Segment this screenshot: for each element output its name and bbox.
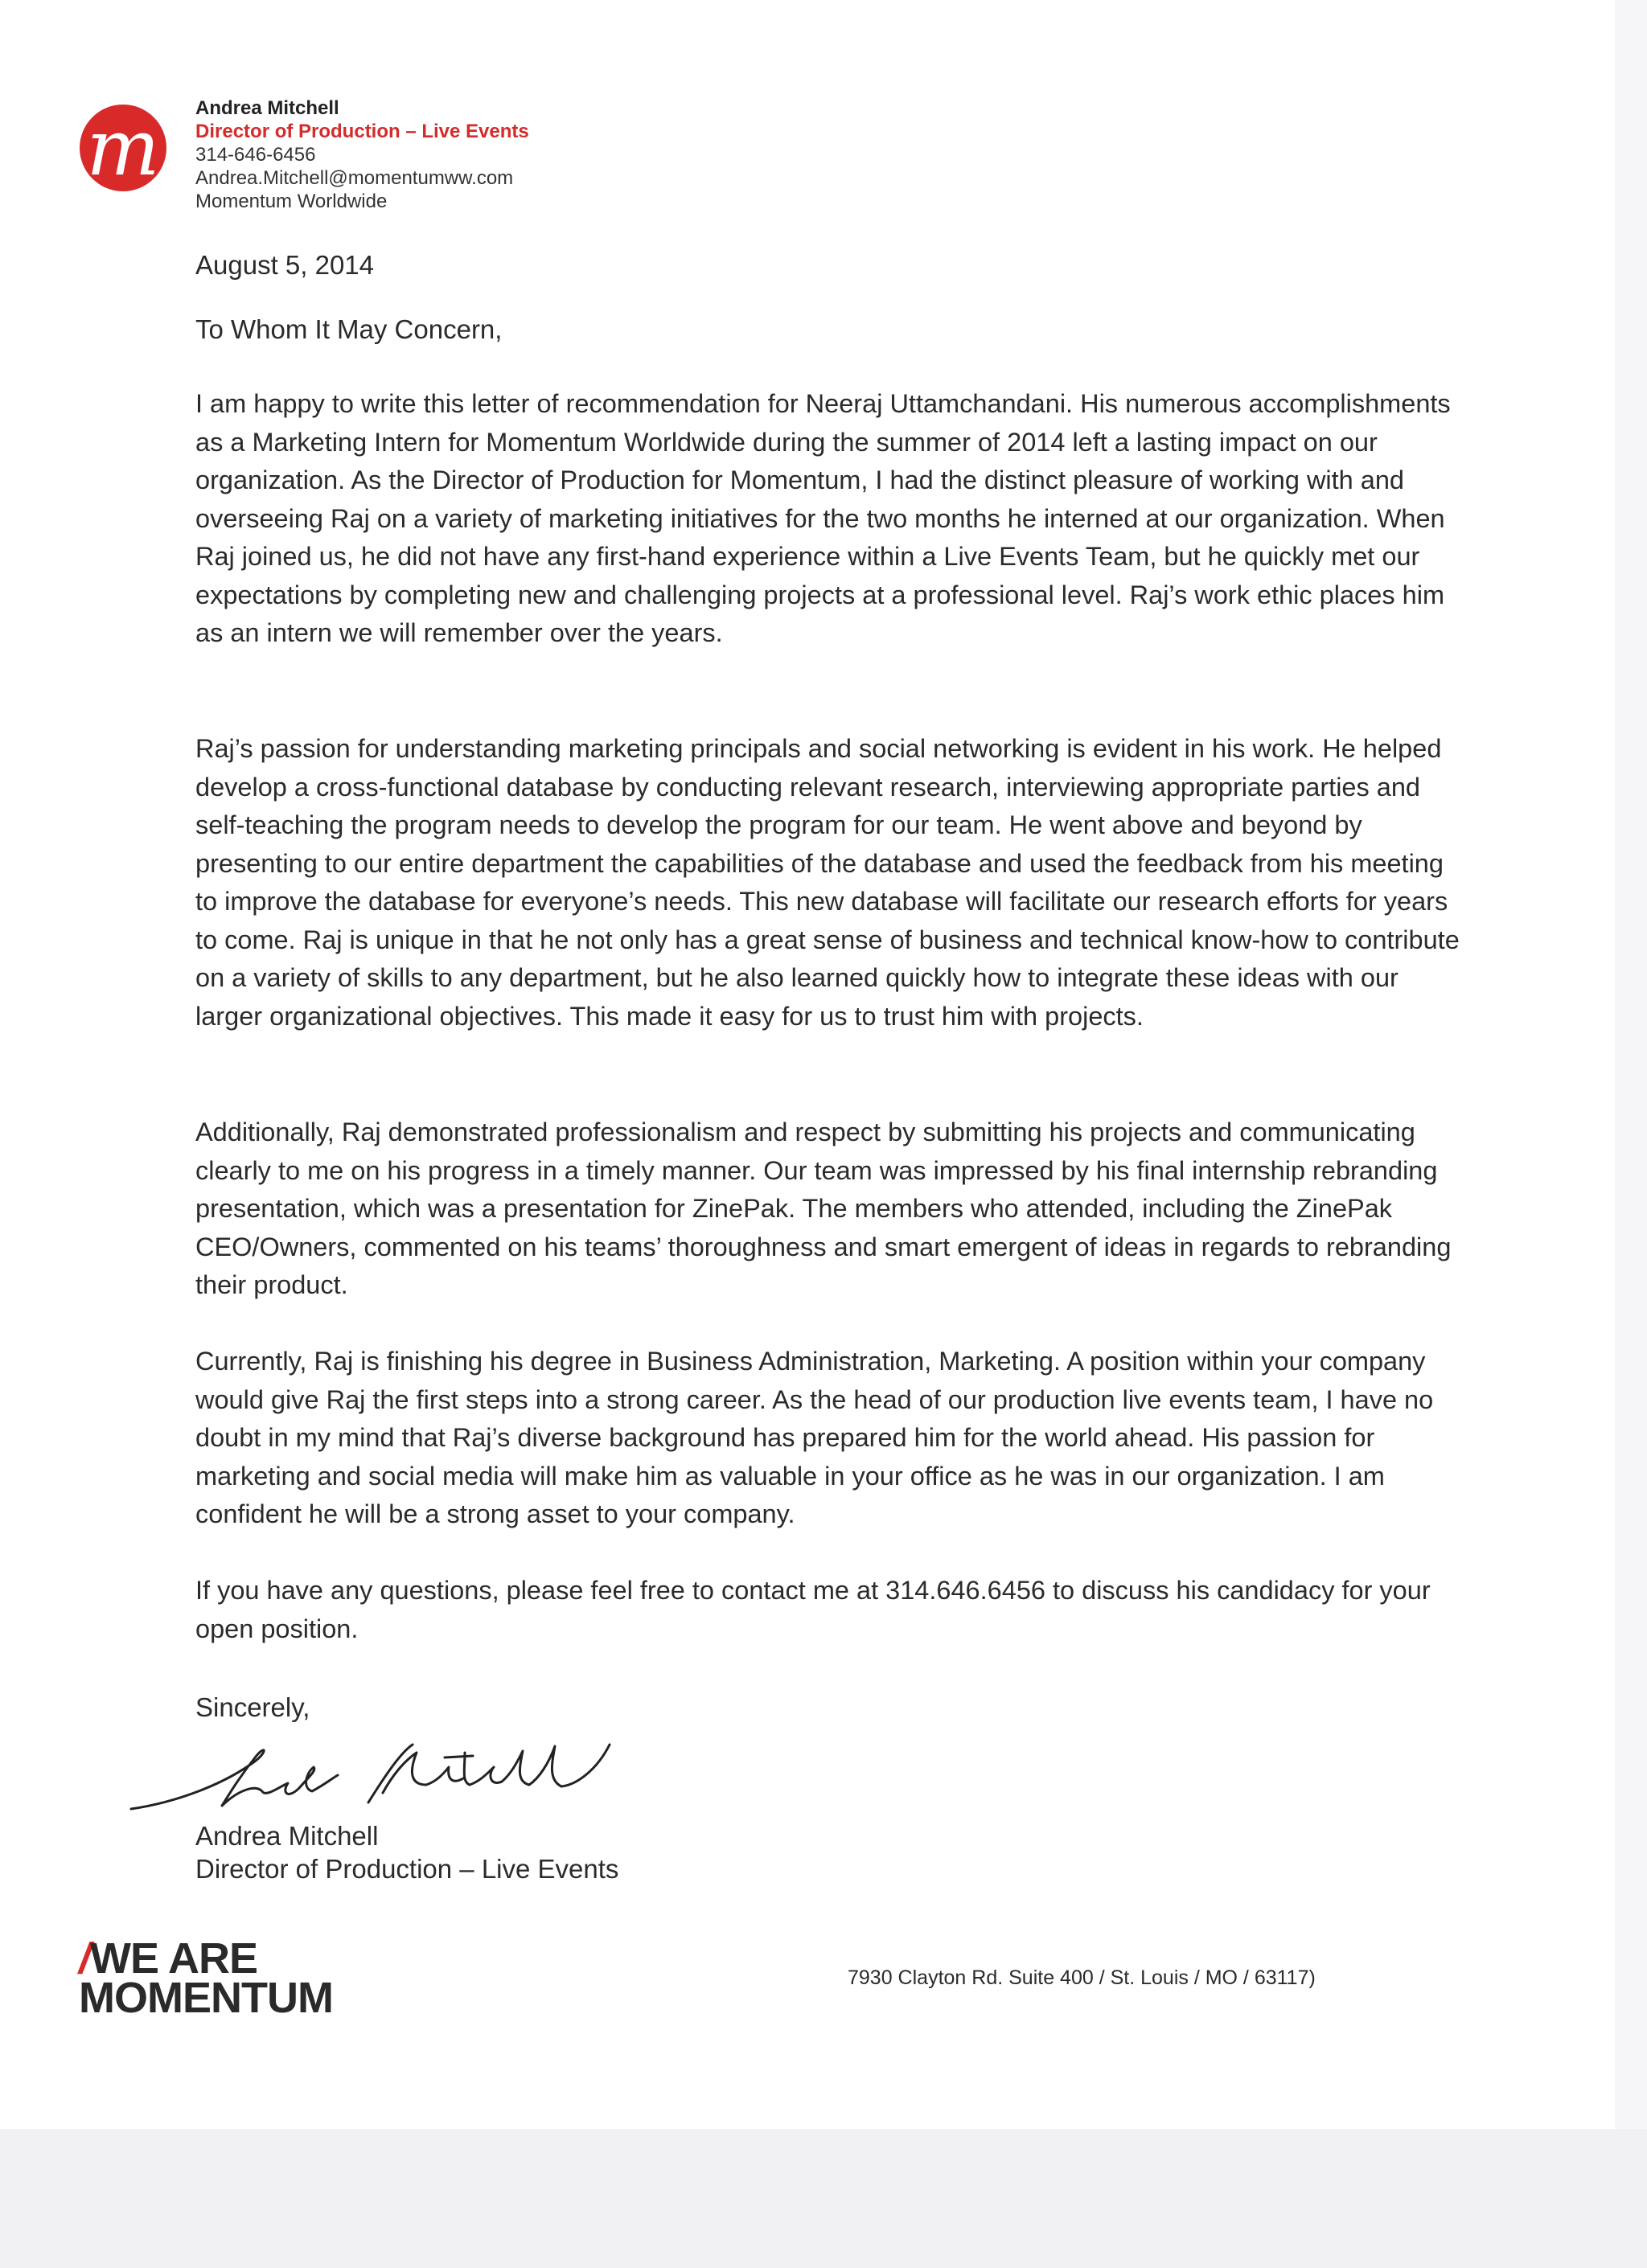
slogan-line-2: MOMENTUM xyxy=(79,1974,333,2022)
signer-block xyxy=(195,1819,618,1885)
paragraph-2: Raj’s passion for understanding marketing principals and social networking is evident in his work. He helped develop a cross-functional database by conducting relevant research, interviewing appropriate parties and self-teaching the program needs to develop the program for our team. He went above and beyond by presenting to our entire department the capabilities of the database and used the feedback from his meeting to improve the database for everyone’s needs. This new database will facilitate our research efforts for years to come. Raj is unique in that he not only has a great sense of business and technical know-how to contribute on a variety of skills to any department, but he also learned quickly how to integrate these ideas with our larger organizational objectives. This made it easy for us to trust him with projects. xyxy=(195,734,1460,1031)
closing: Sincerely, xyxy=(195,1692,310,1722)
signature-icon xyxy=(127,1729,626,1825)
we-are-momentum-logo xyxy=(79,1934,333,2022)
sender-phone: 314-646-6456 xyxy=(195,144,316,166)
sender-name: Andrea Mitchell xyxy=(195,97,339,119)
scan-edge xyxy=(1615,0,1647,2131)
paragraph-3: Additionally, Raj demonstrated professionalism and respect by submitting his projects and communicating clearly to me on his progress in a timely manner. Our team was impressed by his final internship rebranding presentation, which was a presentation for ZinePak. The members who attended, including the ZinePak CEO/Owners, commented on his teams’ thoroughness and smart emergent of ideas in regards to rebranding their product. xyxy=(195,1118,1452,1299)
paragraph-5: If you have any questions, please feel free to contact me at 314.646.6456 to discuss his candidacy for your open position. xyxy=(195,1576,1431,1643)
sender-company: Momentum Worldwide xyxy=(195,191,388,212)
sender-block xyxy=(195,96,529,213)
sender-title: Director of Production – Live Events xyxy=(195,121,529,142)
signer-name: Andrea Mitchell xyxy=(195,1821,379,1851)
letter-date: August 5, 2014 xyxy=(195,250,375,280)
salutation: To Whom It May Concern, xyxy=(195,314,503,344)
logo-slash: / xyxy=(79,1934,91,1983)
logo-letter: m xyxy=(86,103,160,193)
slogan-line-1: WE ARE xyxy=(90,1934,258,1983)
scan-margin xyxy=(0,2129,1647,2268)
paragraph-4: Currently, Raj is finishing his degree in Business Administration, Marketing. A position within your company would give Raj the first steps into a strong career. As the head of our production live events team, I have no doubt in my mind that Raj’s diverse background has prepared him for the world ahead. His passion for marketing and social media will make him as valuable in your office as he was in our organization. I am confident he will be a strong asset to your company. xyxy=(195,1347,1434,1528)
sender-email: Andrea.Mitchell@momentumww.com xyxy=(195,167,514,189)
paragraph-1: I am happy to write this letter of recommendation for Neeraj Uttamchandani. His numerous accomplishments as a Marketing Intern for Momentum Worldwide during the summer of 2014 left a lasting impact on our organization. As the Director of Production for Momentum, I had the distinct pleasure of working with and overseeing Raj on a variety of marketing initiatives for the two months he interned at our organization. When Raj joined us, he did not have any first-hand experience within a Live Events Team, but he quickly met our expectations by completing new and challenging projects at a professional level. Raj’s work ethic places him as an intern we will remember over the years. xyxy=(195,389,1451,647)
signer-title: Director of Production – Live Events xyxy=(195,1854,619,1884)
company-address: 7930 Clayton Rd. Suite 400 / St. Louis / MO / 63117) xyxy=(848,1967,1316,1989)
